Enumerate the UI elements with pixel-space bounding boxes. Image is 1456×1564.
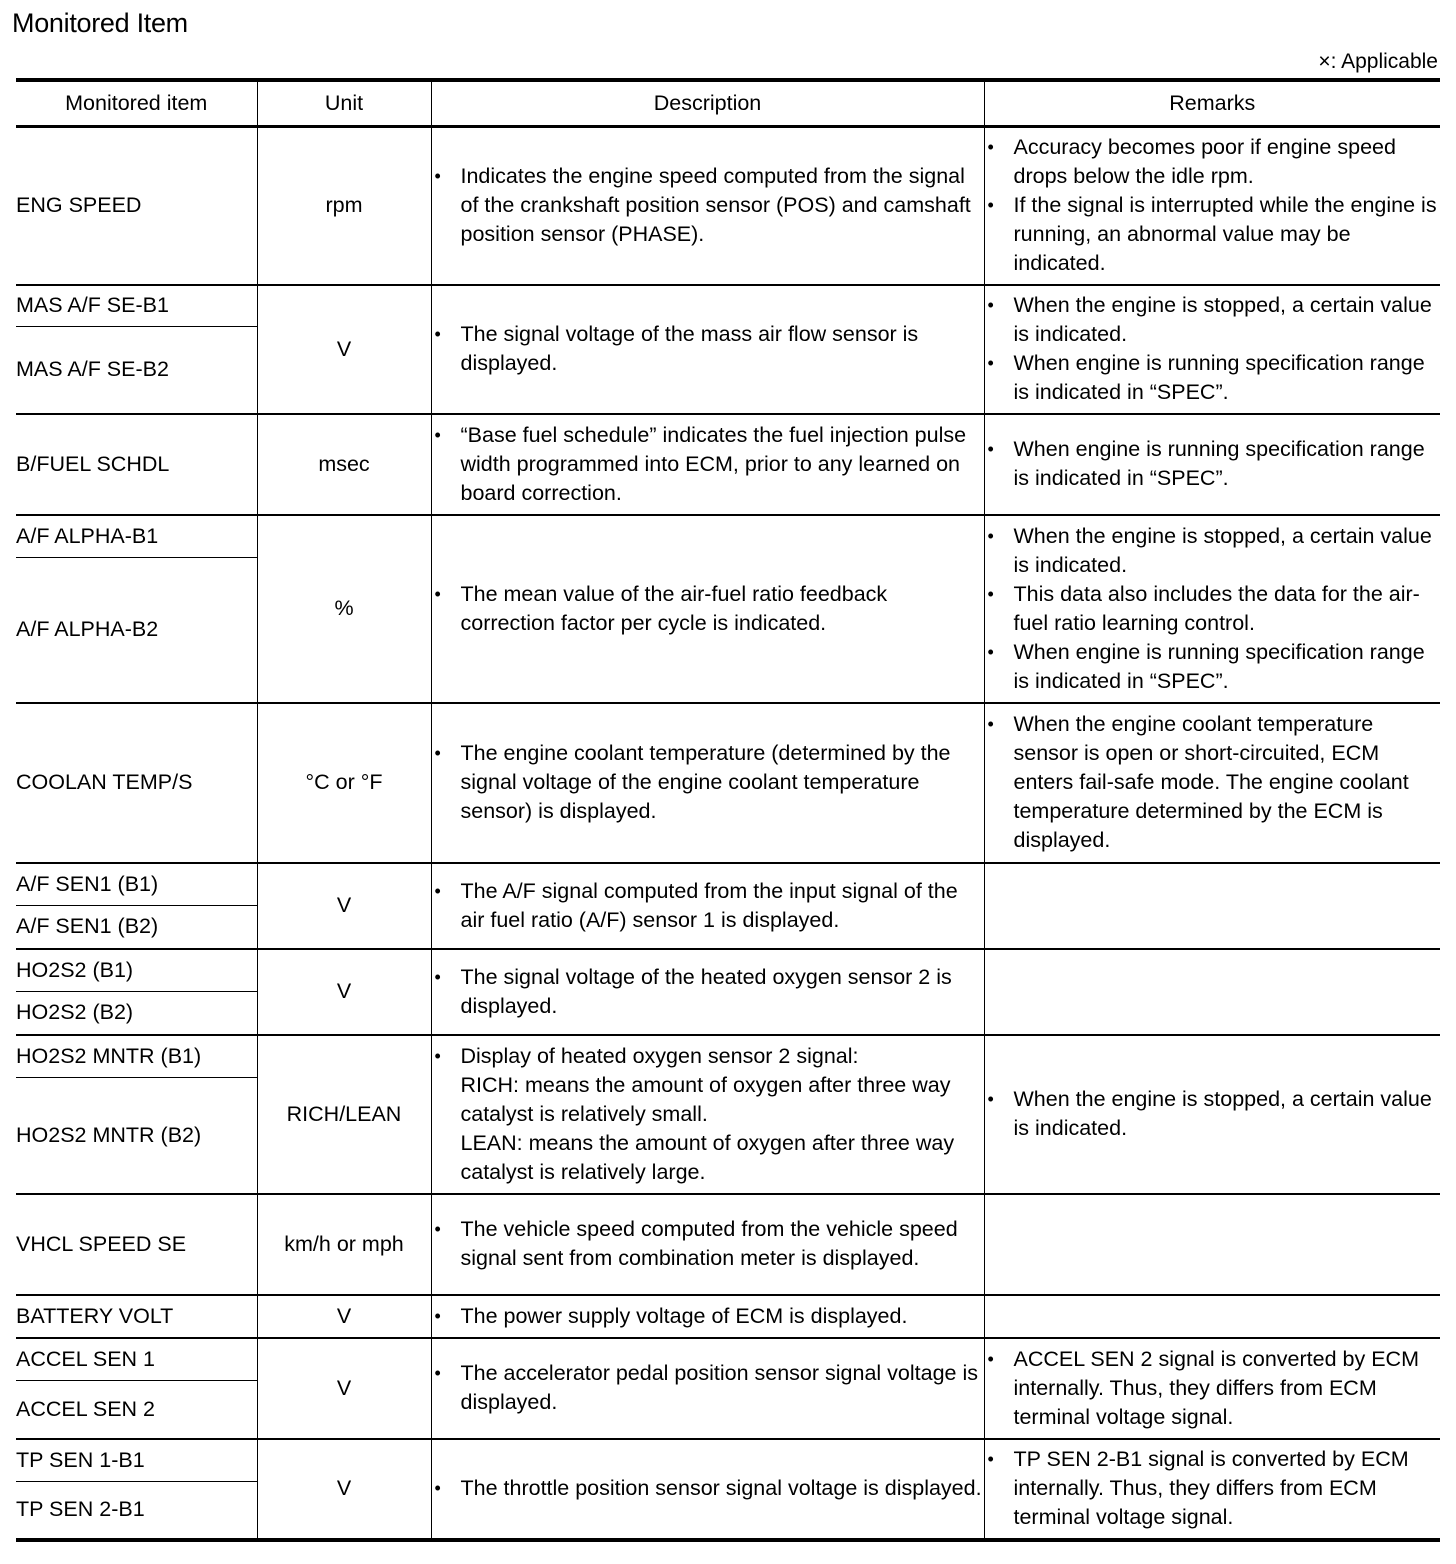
description-list bbox=[432, 421, 984, 508]
remarks-bullet: • This data also includes the data for the air-fuel ratio learning control. bbox=[985, 580, 1441, 638]
description-bullet: • “Base fuel schedule” indicates the fuel injection pulse width programmed into ECM, prior to any learned on board correction. bbox=[432, 421, 984, 508]
monitored-item-name: HO2S2 MNTR (B2) bbox=[16, 1078, 257, 1194]
description-list bbox=[432, 877, 984, 935]
monitored-item-table bbox=[16, 78, 1440, 1542]
description-bullet: • The mean value of the air-fuel ratio feedback correction factor per cycle is indicated. bbox=[432, 580, 984, 638]
description-list bbox=[432, 963, 984, 1021]
description-cell bbox=[431, 1035, 984, 1194]
table-row bbox=[16, 1194, 1440, 1295]
table-row bbox=[16, 703, 1440, 863]
table-row bbox=[16, 414, 1440, 515]
remarks-cell bbox=[984, 949, 1440, 1035]
unit-cell: °C or °F bbox=[257, 703, 431, 863]
description-line: • Display of heated oxygen sensor 2 signal: bbox=[460, 1043, 859, 1068]
applicable-legend: ×: Applicable bbox=[1318, 50, 1438, 73]
table-row bbox=[16, 1439, 1440, 1482]
description-cell bbox=[431, 1338, 984, 1439]
remarks-list bbox=[985, 1085, 1441, 1143]
unit-cell: V bbox=[257, 1439, 431, 1540]
monitored-item-name: HO2S2 (B1) bbox=[16, 949, 257, 992]
header-remarks: Remarks bbox=[984, 80, 1440, 127]
remarks-cell bbox=[984, 863, 1440, 949]
header-description: Description bbox=[431, 80, 984, 127]
description-bullet: • The throttle position sensor signal voltage is displayed. bbox=[432, 1474, 984, 1503]
remarks-list bbox=[985, 133, 1441, 278]
remarks-cell bbox=[984, 1035, 1440, 1194]
monitored-item-name: ENG SPEED bbox=[16, 127, 257, 285]
description-cell bbox=[431, 949, 984, 1035]
unit-cell: RICH/LEAN bbox=[257, 1035, 431, 1194]
description-bullet: • Indicates the engine speed computed from the signal of the crankshaft position sensor (POS) and camshaft position sensor (PHASE). bbox=[432, 162, 984, 249]
remarks-bullet: • TP SEN 2-B1 signal is converted by ECM internally. Thus, they differs from ECM terminal voltage signal. bbox=[985, 1445, 1441, 1532]
monitored-item-name: COOLAN TEMP/S bbox=[16, 703, 257, 863]
table-row bbox=[16, 127, 1440, 285]
remarks-list bbox=[985, 1445, 1441, 1532]
description-list bbox=[432, 1474, 984, 1503]
description-list bbox=[432, 739, 984, 826]
remarks-cell bbox=[984, 285, 1440, 414]
monitored-item-name: A/F SEN1 (B1) bbox=[16, 863, 257, 906]
header-monitored-item: Monitored item bbox=[16, 80, 257, 127]
remarks-cell bbox=[984, 703, 1440, 863]
table-row bbox=[16, 949, 1440, 992]
table-row bbox=[16, 1295, 1440, 1338]
header-unit: Unit bbox=[257, 80, 431, 127]
unit-cell: V bbox=[257, 1338, 431, 1439]
monitored-item-name: MAS A/F SE-B1 bbox=[16, 285, 257, 327]
remarks-bullet: • When the engine coolant temperature sensor is open or short-circuited, ECM enters fail-safe mode. The engine coolant temperature determined by the ECM is displayed. bbox=[985, 710, 1441, 855]
description-list bbox=[432, 1042, 984, 1187]
description-cell bbox=[431, 1194, 984, 1295]
monitored-item-name: A/F SEN1 (B2) bbox=[16, 906, 257, 949]
table-header-row bbox=[16, 80, 1440, 127]
remarks-bullet: • If the signal is interrupted while the engine is running, an abnormal value may be indicated. bbox=[985, 191, 1441, 278]
description-bullet: • The vehicle speed computed from the vehicle speed signal sent from combination meter is displayed. bbox=[432, 1215, 984, 1273]
remarks-cell bbox=[984, 1295, 1440, 1338]
remarks-bullet: • When the engine is stopped, a certain value is indicated. bbox=[985, 1085, 1441, 1143]
description-bullet: • The power supply voltage of ECM is displayed. bbox=[432, 1302, 984, 1331]
monitored-item-name: BATTERY VOLT bbox=[16, 1295, 257, 1338]
remarks-list bbox=[985, 1345, 1441, 1432]
description-bullet: • The accelerator pedal position sensor signal voltage is displayed. bbox=[432, 1359, 984, 1417]
remarks-cell bbox=[984, 414, 1440, 515]
monitored-item-name: A/F ALPHA-B2 bbox=[16, 558, 257, 703]
description-cell bbox=[431, 1439, 984, 1540]
table-row bbox=[16, 515, 1440, 558]
unit-cell: V bbox=[257, 285, 431, 414]
unit-cell: rpm bbox=[257, 127, 431, 285]
monitored-item-name: A/F ALPHA-B1 bbox=[16, 515, 257, 558]
monitored-item-name: HO2S2 (B2) bbox=[16, 992, 257, 1035]
description-list bbox=[432, 1359, 984, 1417]
remarks-list bbox=[985, 291, 1441, 407]
monitored-item-name: B/FUEL SCHDL bbox=[16, 414, 257, 515]
remarks-bullet: • When the engine is stopped, a certain value is indicated. bbox=[985, 291, 1441, 349]
remarks-cell bbox=[984, 1338, 1440, 1439]
description-list bbox=[432, 320, 984, 378]
description-list bbox=[432, 1302, 984, 1331]
unit-cell: % bbox=[257, 515, 431, 703]
remarks-cell bbox=[984, 1439, 1440, 1540]
monitored-item-name: HO2S2 MNTR (B1) bbox=[16, 1035, 257, 1078]
description-cell bbox=[431, 285, 984, 414]
monitored-item-name: ACCEL SEN 1 bbox=[16, 1338, 257, 1381]
remarks-list bbox=[985, 435, 1441, 493]
description-list bbox=[432, 1215, 984, 1273]
description-line: LEAN: means the amount of oxygen after three way catalyst is relatively large. bbox=[460, 1130, 955, 1184]
table-row bbox=[16, 1338, 1440, 1381]
unit-cell: km/h or mph bbox=[257, 1194, 431, 1295]
remarks-bullet: • When engine is running specification range is indicated in “SPEC”. bbox=[985, 349, 1441, 407]
monitored-item-name: VHCL SPEED SE bbox=[16, 1194, 257, 1295]
table-row bbox=[16, 1035, 1440, 1078]
unit-cell: V bbox=[257, 1295, 431, 1338]
description-cell bbox=[431, 703, 984, 863]
remarks-bullet: • When engine is running specification range is indicated in “SPEC”. bbox=[985, 435, 1441, 493]
unit-cell: V bbox=[257, 863, 431, 949]
remarks-bullet: • When the engine is stopped, a certain value is indicated. bbox=[985, 522, 1441, 580]
monitored-item-name: MAS A/F SE-B2 bbox=[16, 327, 257, 414]
remarks-bullet: • Accuracy becomes poor if engine speed drops below the idle rpm. bbox=[985, 133, 1441, 191]
page-title: Monitored Item bbox=[12, 8, 188, 38]
unit-cell: V bbox=[257, 949, 431, 1035]
remarks-bullet: • ACCEL SEN 2 signal is converted by ECM internally. Thus, they differs from ECM terminal voltage signal. bbox=[985, 1345, 1441, 1432]
remarks-bullet: • When engine is running specification range is indicated in “SPEC”. bbox=[985, 638, 1441, 696]
remarks-cell bbox=[984, 1194, 1440, 1295]
description-bullet: • The engine coolant temperature (determined by the signal voltage of the engine coolant temperature sensor) is displayed. bbox=[432, 739, 984, 826]
description-bullet: • The signal voltage of the heated oxygen sensor 2 is displayed. bbox=[432, 963, 984, 1021]
table-row bbox=[16, 863, 1440, 906]
description-cell bbox=[431, 127, 984, 285]
description-list bbox=[432, 162, 984, 249]
monitored-item-name: TP SEN 1-B1 bbox=[16, 1439, 257, 1482]
remarks-list bbox=[985, 522, 1441, 696]
description-cell bbox=[431, 515, 984, 703]
monitored-item-name: ACCEL SEN 2 bbox=[16, 1381, 257, 1439]
remarks-list bbox=[985, 710, 1441, 855]
description-bullet: • The A/F signal computed from the input signal of the air fuel ratio (A/F) sensor 1 is displayed. bbox=[432, 877, 984, 935]
description-bullet: • The signal voltage of the mass air flow sensor is displayed. bbox=[432, 320, 984, 378]
description-list bbox=[432, 580, 984, 638]
table-row bbox=[16, 285, 1440, 327]
description-line: RICH: means the amount of oxygen after three way catalyst is relatively small. bbox=[460, 1072, 951, 1126]
remarks-cell bbox=[984, 127, 1440, 285]
description-cell bbox=[431, 863, 984, 949]
description-bullet bbox=[432, 1042, 984, 1187]
remarks-cell bbox=[984, 515, 1440, 703]
monitored-item-name: TP SEN 2-B1 bbox=[16, 1482, 257, 1540]
unit-cell: msec bbox=[257, 414, 431, 515]
description-cell bbox=[431, 414, 984, 515]
description-cell bbox=[431, 1295, 984, 1338]
